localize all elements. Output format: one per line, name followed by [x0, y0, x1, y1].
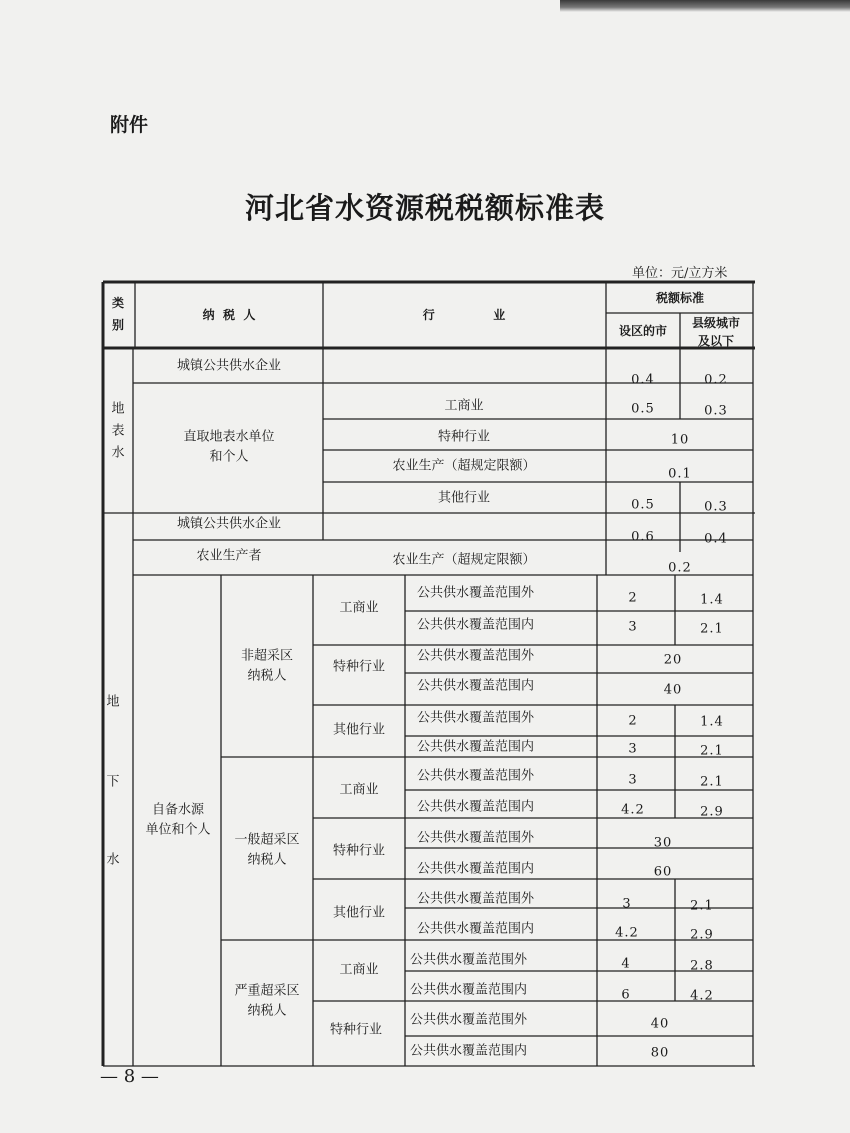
group-3-industry-1-scope-1-county: 2.8 — [690, 958, 714, 974]
group-1-industry-3-scope-1-county: 1.4 — [700, 714, 724, 730]
group-1-industry-2-scope-2: 公共供水覆盖范围内 — [417, 678, 535, 694]
group-3-industry-2: 特种行业 — [329, 1022, 383, 1038]
surface-industry-4-county: 0.3 — [704, 499, 728, 515]
group-1-industry-1-scope-2: 公共供水覆盖范围内 — [417, 617, 535, 633]
surface-category-char-3: 水 — [111, 445, 125, 461]
ground-self-taxpayer-line-2: 单位和个人 — [145, 822, 211, 838]
group-3-industry-2-scope-1-rate: 40 — [650, 1016, 670, 1032]
group-1-industry-2-scope-1: 公共供水覆盖范围外 — [417, 648, 535, 664]
group-3-industry-1-scope-2-county: 4.2 — [690, 988, 714, 1004]
attachment-label: 附件 — [110, 114, 149, 136]
group-3-industry-2-scope-2: 公共供水覆盖范围内 — [410, 1043, 528, 1059]
group-1-industry-2-scope-1-rate: 20 — [663, 652, 683, 668]
page-number: — 8 — — [100, 1066, 159, 1087]
group-2-industry-3-scope-1-city: 3 — [622, 896, 632, 912]
group-2-industry-2-scope-1: 公共供水覆盖范围外 — [417, 830, 535, 846]
group-3-industry-1: 工商业 — [339, 962, 379, 978]
group-1-name-line-1: 非超采区 — [240, 648, 294, 664]
group-2-industry-3-scope-1-county: 2.1 — [690, 898, 714, 914]
group-2-industry-1-scope-1-city: 3 — [628, 772, 638, 788]
group-2-industry-2-scope-2: 公共供水覆盖范围内 — [417, 861, 535, 877]
group-2-industry-1: 工商业 — [339, 782, 379, 798]
ground-row1-county: 0.4 — [704, 531, 728, 547]
group-3-industry-1-scope-1-city: 4 — [621, 956, 631, 972]
group-3-industry-1-scope-1: 公共供水覆盖范围外 — [410, 952, 528, 968]
header-county-line-1: 县级城市 — [691, 316, 741, 330]
header-city: 设区的市 — [618, 324, 668, 338]
group-2-industry-1-scope-1: 公共供水覆盖范围外 — [417, 768, 535, 784]
group-1-industry-3-scope-1-city: 2 — [628, 713, 638, 729]
ground-row2-industry: 农业生产（超规定限额） — [392, 552, 536, 568]
surface-row1-city: 0.4 — [631, 372, 655, 388]
surface-industry-3: 农业生产（超规定限额） — [392, 458, 536, 474]
group-1-industry-3-scope-2-county: 2.1 — [700, 743, 724, 759]
group-3-industry-2-scope-2-rate: 80 — [650, 1045, 670, 1061]
page-title: 河北省水资源税税额标准表 — [244, 191, 605, 225]
group-2-industry-3-scope-2-county: 2.9 — [690, 927, 714, 943]
group-2-industry-2: 特种行业 — [332, 843, 386, 859]
surface-category-char-2: 表 — [111, 423, 125, 439]
ground-row1-city: 0.6 — [631, 529, 655, 545]
group-1-industry-3-scope-2-city: 3 — [628, 741, 638, 757]
ground-category-char-3: 水 — [106, 852, 120, 868]
surface-category-char-1: 地 — [111, 401, 125, 417]
group-2-industry-3: 其他行业 — [332, 905, 386, 921]
group-2-industry-3-scope-2-city: 4.2 — [615, 925, 639, 941]
surface-industry-4: 其他行业 — [437, 490, 491, 506]
group-3-name-line-2: 纳税人 — [247, 1003, 287, 1019]
group-2-name-line-2: 纳税人 — [247, 852, 287, 868]
surface-industry-3-rate: 0.1 — [668, 466, 692, 482]
group-2-industry-3-scope-1: 公共供水覆盖范围外 — [417, 891, 535, 907]
header-standard: 税额标准 — [655, 291, 705, 305]
group-3-industry-1-scope-2-city: 6 — [621, 987, 631, 1003]
group-2-industry-1-scope-1-county: 2.1 — [700, 774, 724, 790]
group-2-industry-2-scope-2-rate: 60 — [653, 864, 673, 880]
group-1-industry-3-scope-1: 公共供水覆盖范围外 — [417, 710, 535, 726]
group-2-industry-3-scope-2: 公共供水覆盖范围内 — [417, 921, 535, 937]
ground-self-taxpayer-line-1: 自备水源 — [151, 802, 205, 818]
group-1-industry-2-scope-2-rate: 40 — [663, 682, 683, 698]
header-county-line-2: 及以下 — [697, 334, 735, 348]
group-2-industry-2-scope-1-rate: 30 — [653, 835, 673, 851]
group-2-industry-1-scope-2-county: 2.9 — [700, 804, 724, 820]
header-industry: 行 业 — [422, 308, 506, 322]
group-1-industry-1-scope-1: 公共供水覆盖范围外 — [417, 585, 535, 601]
ground-category-char-2: 下 — [106, 774, 120, 790]
surface-industry-1: 工商业 — [444, 398, 484, 414]
group-2-industry-1-scope-2-city: 4.2 — [621, 802, 645, 818]
surface-row1-county: 0.2 — [704, 372, 728, 388]
surface-industry-1-county: 0.3 — [704, 403, 728, 419]
surface-row1-taxpayer: 城镇公共供水企业 — [176, 358, 282, 374]
group-1-industry-2: 特种行业 — [332, 659, 386, 675]
group-3-name-line-1: 严重超采区 — [234, 983, 300, 999]
group-1-industry-1: 工商业 — [339, 600, 379, 616]
surface-industry-2: 特种行业 — [437, 429, 491, 445]
ground-row2-rate: 0.2 — [668, 560, 692, 576]
surface-industry-2-rate: 10 — [670, 432, 690, 448]
surface-industry-1-city: 0.5 — [631, 401, 655, 417]
group-1-industry-1-scope-2-city: 3 — [628, 619, 638, 635]
ground-row2-taxpayer: 农业生产者 — [196, 548, 262, 564]
group-1-industry-1-scope-1-city: 2 — [628, 590, 638, 606]
group-1-industry-3: 其他行业 — [332, 722, 386, 738]
header-taxpayer: 纳 税 人 — [202, 308, 256, 322]
ground-category-char-1: 地 — [106, 694, 120, 710]
group-3-industry-1-scope-2: 公共供水覆盖范围内 — [410, 982, 528, 998]
unit-label: 单位：元/立方米 — [632, 266, 728, 281]
ground-row1-taxpayer: 城镇公共供水企业 — [176, 516, 282, 532]
surface-industry-4-city: 0.5 — [631, 497, 655, 513]
group-1-industry-3-scope-2: 公共供水覆盖范围内 — [417, 739, 535, 755]
group-3-industry-2-scope-1: 公共供水覆盖范围外 — [410, 1012, 528, 1028]
surface-direct-taxpayer-line-1: 直取地表水单位 — [183, 429, 275, 445]
header-category-char-1: 类 — [111, 296, 125, 310]
group-2-name-line-1: 一般超采区 — [234, 832, 300, 848]
group-2-industry-1-scope-2: 公共供水覆盖范围内 — [417, 799, 535, 815]
group-1-name-line-2: 纳税人 — [247, 668, 287, 684]
surface-direct-taxpayer-line-2: 和个人 — [209, 449, 249, 465]
header-category-char-2: 别 — [111, 318, 125, 332]
group-1-industry-1-scope-1-county: 1.4 — [700, 592, 724, 608]
group-1-industry-1-scope-2-county: 2.1 — [700, 621, 724, 637]
